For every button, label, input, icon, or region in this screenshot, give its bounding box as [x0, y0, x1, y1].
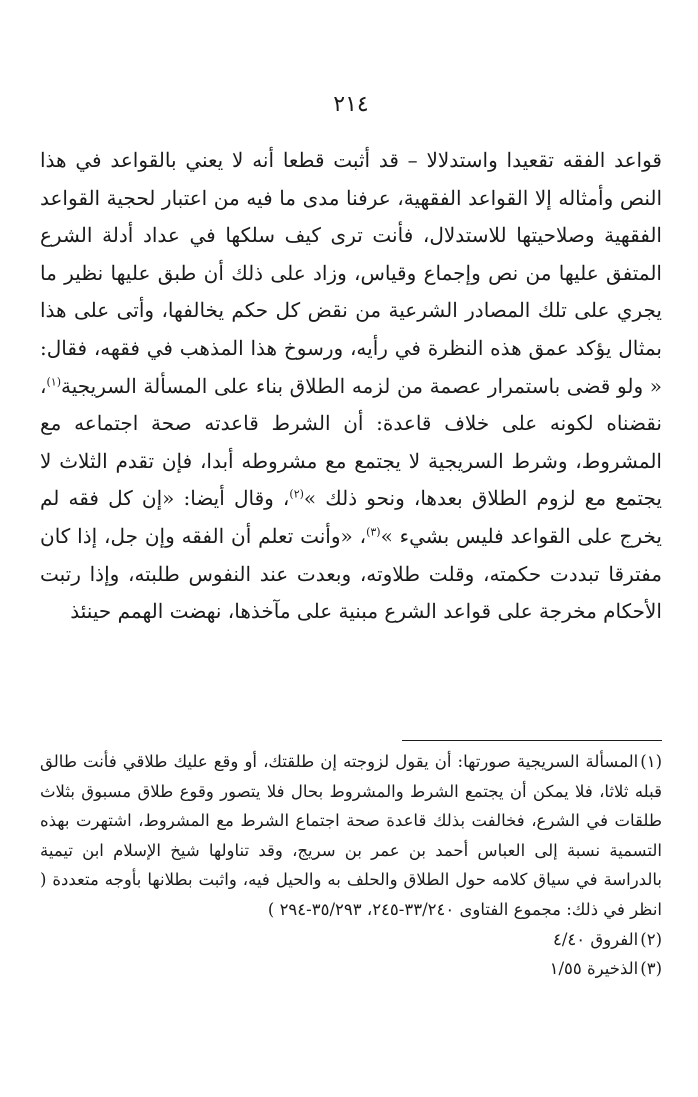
body-segment-3: ، وقال أيضا: «إن كل فقه لم يخرج على القواعد فليس بشيء » [40, 486, 662, 548]
footnote-ref-2: (٢) [289, 487, 304, 501]
footnote-text-3: الذخيرة ١/٥٥ [549, 959, 639, 979]
footnote-marker-2: (٢) [640, 929, 662, 949]
page-number: ٢١٤ [333, 92, 369, 117]
footnote-marker-1: (١) [640, 752, 662, 771]
book-page [40, 0, 662, 1097]
footnote-text-1: المسألة السريجية صورتها: أن يقول لزوجته إن طلقتك، أو وقع عليك طلاقي فأنت طالق قبله ثلاثا، فلا يمكن أن يجتمع الشرط والمشروط بحال فلا يتصور وقوع طلاق مسبوق بثلاث طلقات في الشرع، فخالفت بذلك قاعدة صحة اجتماع الشرط مع المشروط، اشتهرت بهذه التسمية نسبة إلى العباس أحمد بن عمر بن سريج، وقد تناولها شيخ الإسلام ابن تيمية بالدراسة في سياق كلامه حول الطلاق والحلف به والحيل فيه، واثبت بطلانها بأوجه متعددة ( انظر في ذلك: مجموع الفتاوى ٣٣/٢٤٠-٢٤٥، ٣٥/٢٩٣-٢٩٤ ) [40, 752, 662, 919]
main-body-text [40, 142, 662, 631]
footnotes-list [40, 747, 662, 984]
footnote-text-2: الفروق ٤/٤٠ [553, 929, 639, 949]
footnote-marker-3: (٣) [640, 959, 662, 979]
body-segment-4: ، «وأنت تعلم أن الفقه وإن جل، إذا كان مفترقا تبددت حكمته، وقلت طلاوته، وبعدت عند النفوس طلبته، وإذا رتبت الأحكام مخرجة على قواعد الشرع مبنية على مآخذها، نهضت الهمم حينئذ [40, 523, 662, 624]
footnote-2 [40, 925, 662, 955]
footnote-3 [40, 954, 662, 984]
body-segment-1: قواعد الفقه تقعيدا واستدلالا – قد أثبت قطعا أنه لا يعني بالقواعد في هذا النص وأمثاله إلا القواعد الفقهية، عرفنا مدى ما فيه من اعتبار لحجية القواعد الفقهية وصلاحيتها للاستدلال، فأنت ترى كيف سلكها في عداد أدلة الشرع المتفق عليها من نص وإجماع وقياس، وزاد على ذلك أن طبق عليها نظير ما يجري على تلك المصادر الشرعية من نقض كل حكم يخالفها، وأتى على هذا بمثال يؤكد عمق هذه النظرة في رأيه، ورسوخ هذا المذهب في فقهه، فقال: « ولو قضى باستمرار عصمة من لزمه الطلاق بناء على المسألة السريجية [40, 148, 662, 398]
footnote-1 [40, 747, 662, 925]
body-segment-2: ، نقضناه لكونه على خلاف قاعدة: أن الشرط قاعدته صحة اجتماعه مع المشروط، وشرط السريجية لا يجتمع مع مشروطه أبدا، فإن تقدم الثلاث لا يجتمع مع لزوم الطلاق بعدها، ونحو ذلك » [40, 373, 662, 511]
footnote-ref-1: (١) [46, 374, 61, 388]
footnote-ref-3: (٣) [366, 525, 381, 539]
footnote-divider [402, 740, 662, 741]
